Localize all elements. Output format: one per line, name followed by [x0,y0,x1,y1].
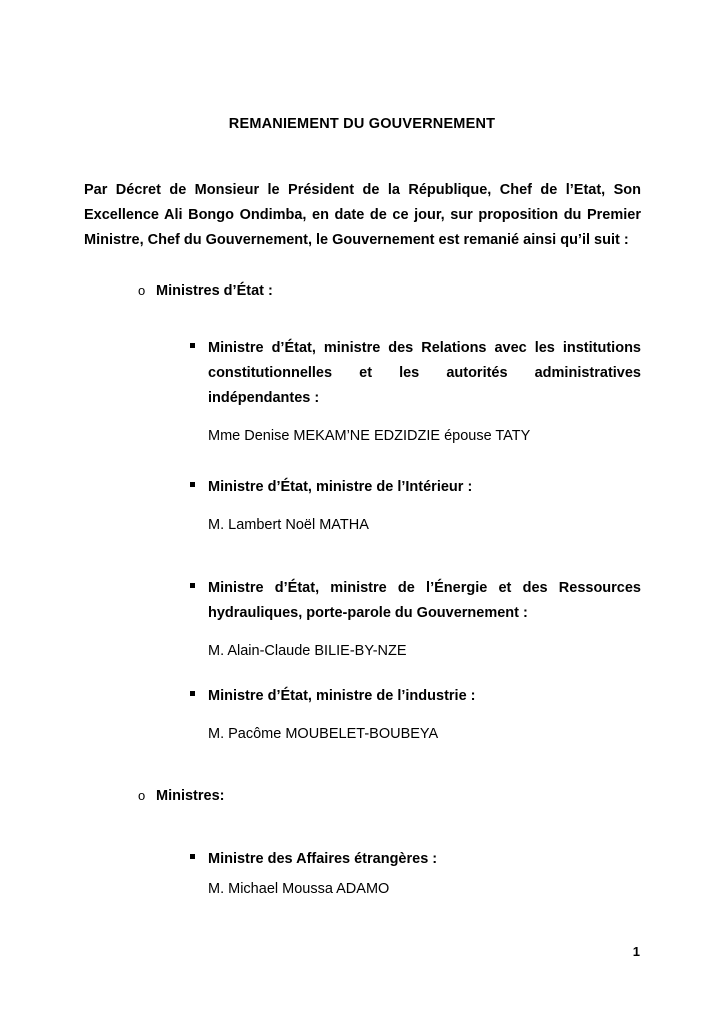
person-name: M. Lambert Noël MATHA [208,517,369,533]
group-ministres-detat [84,280,641,745]
circle-bullet-icon: o [138,283,146,298]
list-item [84,576,641,662]
list-item [84,336,641,447]
group-ministres [84,785,641,900]
square-bullet-icon [190,854,195,859]
group-heading-label: Ministres d’État : [156,283,273,299]
list-item [84,684,641,745]
list-item [84,847,641,900]
group-heading-label: Ministres: [156,788,225,804]
post-title: Ministre d’État, ministre des Relations avec les institutions constitutionnelles et les autorités administratives indépendantes : [208,340,641,406]
square-bullet-icon [190,583,195,588]
person-name: M. Pacôme MOUBELET-BOUBEYA [208,726,439,742]
post-title: Ministre d’État, ministre de l’Énergie et des Ressources hydrauliques, porte-parole du Gouvernement : [208,580,641,621]
group-heading [84,280,641,302]
document-body [84,280,641,900]
intro-paragraph: Par Décret de Monsieur le Président de la République, Chef de l’Etat, Son Excellence Ali Bongo Ondimba, en date de ce jour, sur proposition du Premier Ministre, Chef du Gouvernement, le Gouvernement est remanié ainsi qu’il suit : [84,182,641,248]
person-name: Mme Denise MEKAM’NE EDZIDZIE épouse TATY [208,428,531,444]
page-title: REMANIEMENT DU GOUVERNEMENT [228,116,496,132]
post-title: Ministre d’État, ministre de l’industrie : [208,688,476,704]
person-name: M. Michael Moussa ADAMO [208,881,390,897]
square-bullet-icon [190,691,195,696]
group-heading [84,785,641,807]
circle-bullet-icon: o [138,788,146,803]
post-title: Ministre des Affaires étrangères : [208,851,438,867]
square-bullet-icon [190,482,195,487]
page-number: 1 [632,944,640,959]
list-item [84,475,641,536]
person-name: M. Alain-Claude BILIE-BY-NZE [208,643,407,659]
post-title: Ministre d’État, ministre de l’Intérieur : [208,479,473,495]
square-bullet-icon [190,343,195,348]
